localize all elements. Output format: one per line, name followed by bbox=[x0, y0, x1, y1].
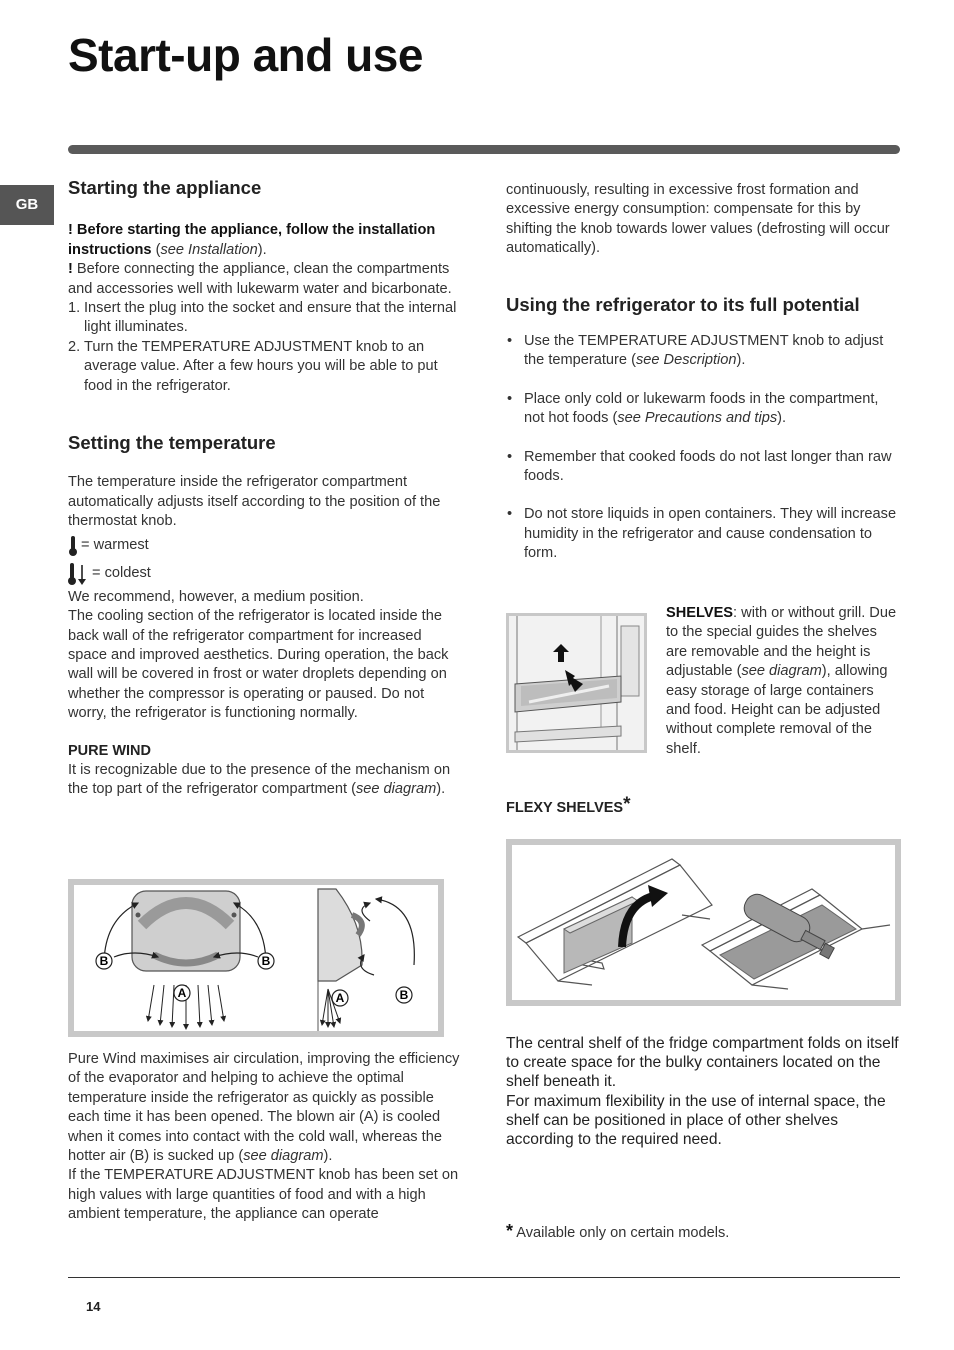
purewind-illustration bbox=[74, 885, 438, 1031]
label-b-side: B bbox=[399, 988, 409, 1002]
purewind-body: Pure Wind maximises air circulation, improving the efficiency of the evaporator and helping to achieve the optimal temperature inside the refrigerator as quickly as possible each time it has been opened. The blown air (A) is cooled when it comes into contact with the cold wall, whereas the hotter air (B) is sucked up (see diagram). If the TEMPERATURE ADJUSTMENT knob has been set on high values with large quantities of food and with a high ambient temperature, the appliance can operate bbox=[68, 1051, 460, 1223]
label-b-left: B bbox=[99, 954, 109, 968]
flexy-heading-wrap bbox=[506, 795, 902, 818]
flexy-shelves-illustration bbox=[512, 845, 895, 1000]
step-item: 1. Insert the plug into the socket and ensure that the internal light illuminates. bbox=[68, 300, 457, 336]
flexy-body: The central shelf of the fridge compartment folds on itself to create space for the bulky containers located on the shelf beneath it. For maximum flexibility in the use of internal space, the shelf can be positioned in place of other shelves according to the required need. bbox=[506, 1035, 899, 1149]
purewind-intro: It is recognizable due to the presence of the mechanism on the top part of the refrigerator compartment (see diagram). bbox=[68, 761, 451, 798]
label-a-side: A bbox=[335, 991, 345, 1005]
ref-installation: see Installation bbox=[160, 241, 258, 258]
warmest-legend: = warmest bbox=[68, 533, 460, 559]
temperature-heading: Setting the temperature bbox=[68, 432, 276, 454]
footer-divider bbox=[68, 1277, 900, 1278]
temperature-intro: The temperature inside the refrigerator compartment automatically adjusts itself according to the position of the thermostat knob. bbox=[68, 474, 441, 530]
page-number: 14 bbox=[86, 1299, 101, 1314]
footnote-text: * Available only on certain models. bbox=[506, 1221, 730, 1241]
header-divider bbox=[68, 145, 900, 154]
thermometer-warmest-icon bbox=[68, 535, 78, 557]
purewind-heading: PURE WIND bbox=[68, 742, 151, 759]
footnote bbox=[506, 1222, 902, 1243]
page-title: Start-up and use bbox=[68, 29, 423, 81]
warning-clean: ! Before connecting the appliance, clean the compartments and accessories well with lukewarm water and bicarbonate. bbox=[68, 261, 452, 297]
language-tab: GB bbox=[0, 185, 54, 225]
ref-diagram: see diagram bbox=[741, 663, 822, 680]
continued-text: continuously, resulting in excessive frost formation and excessive energy consumption: compensate for this by shifting the knob towards lower values (defrosting will occur automatically). bbox=[506, 182, 890, 257]
shelves-illustration bbox=[509, 616, 644, 750]
coldest-legend: = coldest bbox=[68, 561, 460, 588]
tip-item: • Remember that cooked foods do not last longer than raw foods. bbox=[506, 448, 902, 487]
temperature-body: We recommend, however, a medium position. The cooling section of the refrigerator is located inside the back wall of the refrigerator compartment for increased space and improved aesthetics. During operation, the back wall will be covered in frost or water droplets depending on whether the compressor is operating or paused. Do not worry, the refrigerator is functioning normally. bbox=[68, 588, 449, 722]
left-column bbox=[68, 178, 460, 800]
right-column bbox=[506, 181, 902, 564]
warning-installation: ! Before starting the appliance, follow the installation instructions (see Installation). bbox=[68, 222, 436, 258]
thermometer-coldest-icon bbox=[68, 562, 88, 586]
tip-item: • Use the TEMPERATURE ADJUSTMENT knob to adjust the temperature (see Description). bbox=[506, 332, 902, 371]
tip-item: • Place only cold or lukewarm foods in the compartment, not hot foods (see Precautions and tips). bbox=[506, 390, 902, 429]
label-b-right: B bbox=[261, 954, 271, 968]
shelves-description: SHELVES: with or without grill. Due to the special guides the shelves are removable and the height is adjustable (see diagram), allowing easy storage of large containers and food. Height can be adjusted without complete removal of the shelf. bbox=[666, 605, 897, 757]
ref-diagram: see diagram bbox=[243, 1148, 324, 1165]
shelves-diagram bbox=[506, 613, 647, 753]
start-steps bbox=[68, 299, 460, 396]
flexy-heading: FLEXY SHELVES* bbox=[506, 794, 631, 816]
tips-list bbox=[506, 332, 902, 564]
label-a-front: A bbox=[177, 986, 187, 1000]
step-item: 2. Turn the TEMPERATURE ADJUSTMENT knob to an average value. After a few hours you will be able to put food in the refrigerator. bbox=[68, 338, 438, 394]
potential-heading: Using the refrigerator to its full potential bbox=[506, 293, 860, 315]
flexy-text bbox=[506, 1034, 902, 1149]
tip-item: • Do not store liquids in open containers. They will increase humidity in the refrigerator and cause condensation to form. bbox=[506, 505, 902, 563]
ref-diagram: see diagram bbox=[355, 781, 437, 798]
purewind-text bbox=[68, 1050, 460, 1225]
shelves-label: SHELVES bbox=[666, 605, 734, 621]
flexy-shelves-diagram bbox=[506, 839, 901, 1006]
starting-heading: Starting the appliance bbox=[68, 177, 262, 198]
shelves-text bbox=[666, 604, 902, 759]
purewind-diagram bbox=[68, 879, 444, 1037]
